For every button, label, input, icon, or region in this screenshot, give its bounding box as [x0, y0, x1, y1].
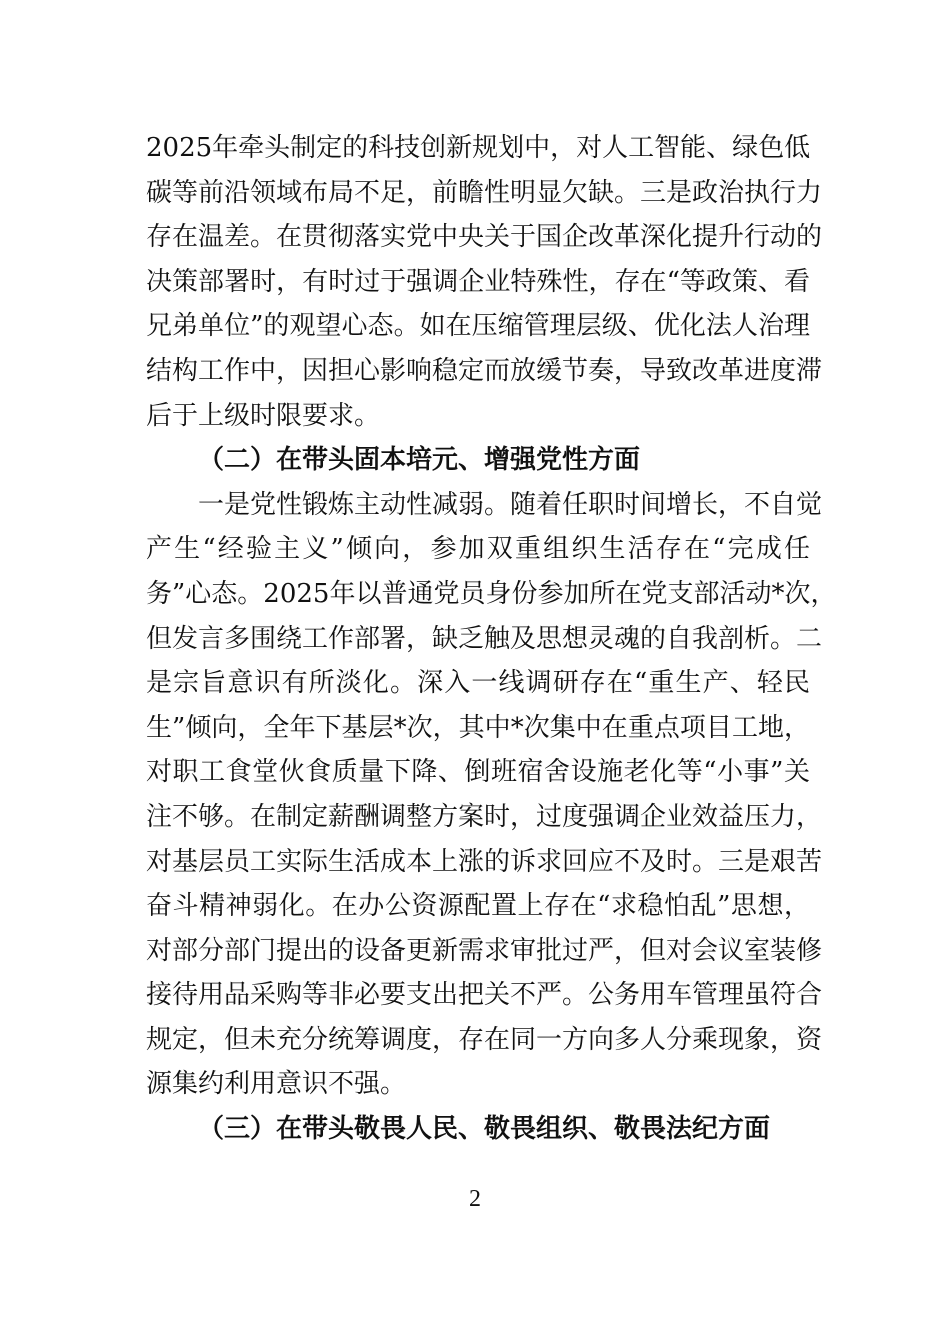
paragraph-line: 对基层员工实际生活成本上涨的诉求回应不及时。三是艰苦: [146, 846, 823, 877]
paragraph-line: 兄弟单位”的观望心态。如在压缩管理层级、优化法人治理: [146, 311, 810, 342]
paragraph-line: 是宗旨意识有所淡化。深入一线调研存在“重生产、轻民: [146, 668, 810, 699]
paragraph-line: 规定，但未充分统筹调度，存在同一方向多人分乘现象，资: [146, 1024, 823, 1055]
page-number: 2: [469, 1186, 481, 1212]
paragraph-line: 结构工作中，因担心影响稳定而放缓节奏，导致改革进度滞: [146, 355, 823, 386]
document-body: [146, 126, 837, 1152]
paragraph-line: 接待用品采购等非必要支出把关不严。公务用车管理虽符合: [146, 980, 823, 1011]
paragraph-line: 务”心态。2025年以普通党员身份参加所在党支部活动*次，: [146, 578, 837, 609]
paragraph-line: 产生“经验主义”倾向，参加双重组织生活存在“完成任: [146, 534, 810, 565]
section-heading-2: （二）在带头固本培元、增强党性方面: [198, 445, 641, 476]
paragraph-line: 奋斗精神弱化。在办公资源配置上存在“求稳怕乱”思想，: [146, 891, 810, 922]
paragraph-line: 生”倾向，全年下基层*次，其中*次集中在重点项目工地，: [146, 712, 810, 743]
paragraph-line: 对部分部门提出的设备更新需求审批过严，但对会议室装修: [146, 935, 823, 966]
paragraph-line: 注不够。在制定薪酬调整方案时，过度强调企业效益压力，: [146, 801, 823, 832]
paragraph-line: 2025年牵头制定的科技创新规划中，对人工智能、绿色低: [146, 133, 811, 163]
paragraph-line: 决策部署时，有时过于强调企业特殊性，存在“等政策、看: [146, 266, 810, 297]
section-heading-3: （三）在带头敬畏人民、敬畏组织、敬畏法纪方面: [198, 1114, 771, 1145]
paragraph-line: 但发言多围绕工作部署，缺乏触及思想灵魂的自我剖析。二: [146, 623, 823, 654]
paragraph-line: 对职工食堂伙食质量下降、倒班宿舍设施老化等“小事”关: [146, 757, 810, 788]
paragraph-line: 后于上级时限要求。: [146, 400, 381, 431]
paragraph-line: 存在温差。在贯彻落实党中央关于国企改革深化提升行动的: [146, 222, 823, 253]
paragraph-line: 源集约利用意识不强。: [146, 1069, 407, 1100]
paragraph-line: 一是党性锻炼主动性减弱。随着任职时间增长，不自觉: [198, 489, 823, 520]
paragraph-line: 碳等前沿领域布局不足，前瞻性明显欠缺。三是政治执行力: [146, 177, 823, 208]
